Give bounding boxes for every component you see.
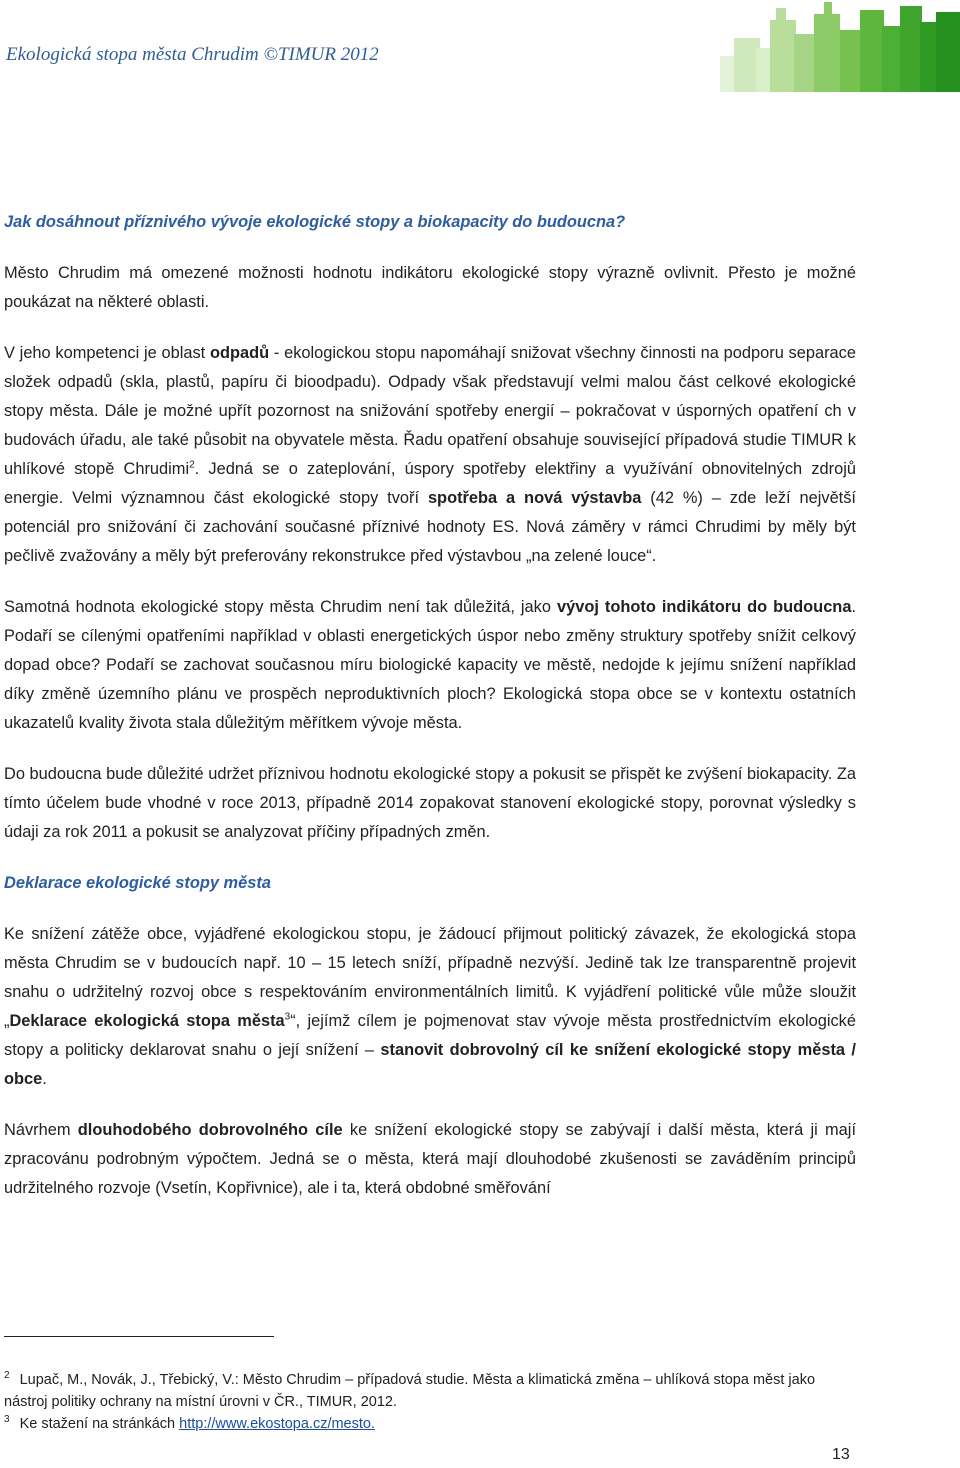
city-skyline-logo-icon — [720, 0, 960, 92]
footnote-divider — [4, 1336, 274, 1337]
section-heading-future: Jak dosáhnout příznivého vývoje ekologické stopy a biokapacity do budoucna? — [4, 213, 626, 231]
paragraph-declaration: Ke snížení zátěže obce, vyjádřené ekologickou stopu, je žádoucí přijmout politický závazek, že ekologická stopa města Chrudim se v budoucích např. 10 – 15 letech sníží, případně nezvýší. Jedině tak lze transparentně projevit snahu o udržitelný rozvoj obce s respektováním environmentálních limitů. K vyjádření politické vůle může sloužit „Deklarace ekologická stopa města$^3$“, jejímž cílem je pojmenovat stav vývoje města prostřednictvím ekologické stopy a politicky deklarovat snahu o její snížení – stanovit dobrovolný cíl ke snížení ekologické stopy města / obce. — [4, 925, 856, 1088]
footnotes — [4, 1336, 856, 1435]
paragraph-indicator: Samotná hodnota ekologické stopy města Chrudim není tak důležitá, jako vývoj tohoto indikátoru do budoucna. Podaří se cílenými opatřeními například v oblasti energetických úspor nebo změny struktury spotřeby snížit celkový dopad obce? Podaří se zachovat současnou míru biologické kapacity ve městě, nedojde k jejímu snížení například díky změně územního plánu ve prospěch neproduktivních ploch? Ekologická stopa obce se v kontextu ostatních ukazatelů kvality života stala důležitým měřítkem vývoje města. — [4, 598, 856, 732]
page-number: 13 — [832, 1446, 850, 1463]
paragraph-future: Do budoucna bude důležité udržet příznivou hodnotu ekologické stopy a pokusit se přispět ke zvýšení biokapacity. Za tímto účelem bude vhodné v roce 2013, případně 2014 zopakovat stanovení ekologické stopy, porovnat výsledky s údaji za rok 2011 a pokusit se analyzovat příčiny případných změn. — [4, 765, 856, 841]
page-header — [0, 0, 960, 92]
footnote-2: $^2$ Lupač, M., Novák, J., Třebický, V.: Město Chrudim – případová studie. Města a klimatická změna – uhlíková stopa měst jako nástroj politiky ochrany na místní úrovni v ČR., TIMUR, 2012. — [4, 1370, 816, 1410]
paragraph-voluntary-goal: Návrhem dlouhodobého dobrovolného cíle ke snížení ekologické stopy se zabývají i další města, která ji mají zpracovánu podrobným výpočtem. Jedná se o města, která mají dlouhodobé zkušenosti se zaváděním principů udržitelného rozvoje (Vsetín, Kopřivnice), ale i ta, která obdobné směřování — [4, 1121, 856, 1197]
footnote-3: $^3$ Ke stažení na stránkách http://www.ekostopa.cz/mesto. — [4, 1414, 375, 1432]
header-title: Ekologická stopa města Chrudim ©TIMUR 2012 — [6, 44, 379, 65]
ekostopa-link[interactable]: http://www.ekostopa.cz/mesto. — [179, 1416, 375, 1432]
section-heading-declaration: Deklarace ekologické stopy města — [4, 874, 271, 892]
paragraph-waste: V jeho kompetenci je oblast odpadů - ekologickou stopu napomáhají snižovat všechny činnosti na podporu separace složek odpadů (skla, plastů, papíru či bioodpadu). Odpady však představují velmi malou část celkové ekologické stopy města. Dále je možné upřít pozornost na snižování spotřeby energií – pokračovat v úsporných opatření ch v budovách úřadu, ale také působit na obyvatele města. Řadu opatření obsahuje související případová studie TIMUR k uhlíkové stopě Chrudimi$^2$. Jedná se o zateplování, úspory spotřeby elektřiny a využívání obnovitelných zdrojů energie. Velmi významnou část ekologické stopy tvoří spotřeba a nová výstavba (42 %) – zde leží největší potenciál pro snižování či zachování současné příznivé hodnoty ES. Nová záměry v rámci Chrudimi by měly být pečlivě zvažovány a měly být preferovány rekonstrukce před výstavbou „na zelené louce“. — [4, 344, 856, 565]
document-body — [4, 208, 856, 1225]
paragraph-intro: Město Chrudim má omezené možnosti hodnotu indikátoru ekologické stopy výrazně ovlivnit. Přesto je možné poukázat na některé oblasti. — [4, 264, 856, 311]
